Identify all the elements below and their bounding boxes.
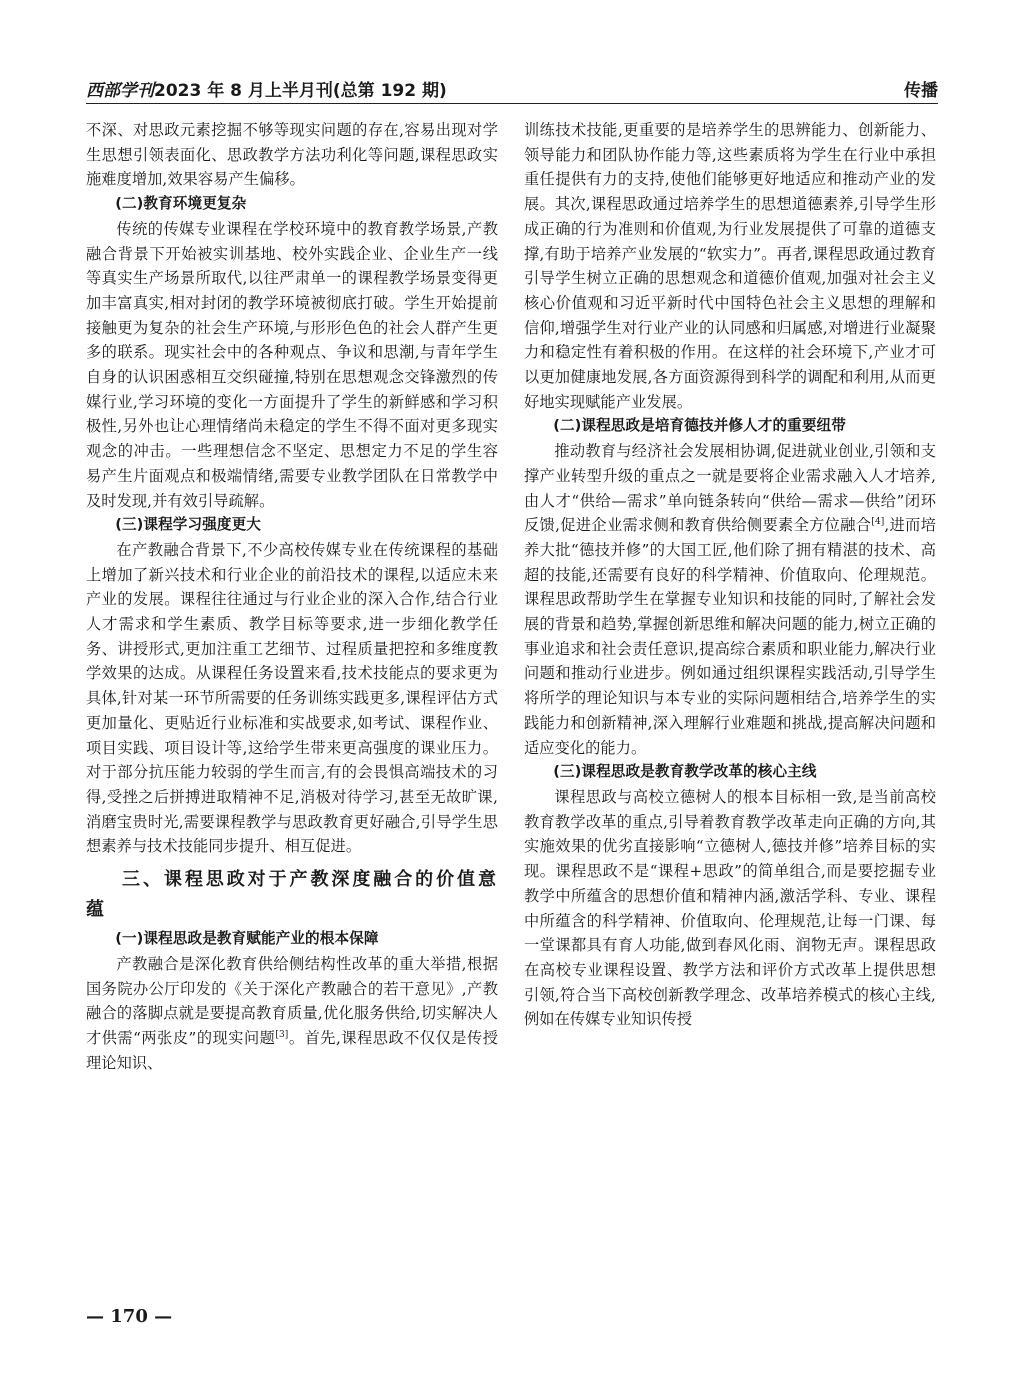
paragraph-text: 推动教育与经济社会发展相协调,促进就业创业,引领和支撑产业转型升级的重点之一就是要将企业需求融入人才培养,由人才“供给—需求”单向链条转向“供给—需求—供给”闭环反馈,促进企业需求侧和教育供给侧要素全方位融合 <box>524 442 936 535</box>
paragraph: 不深、对思政元素挖掘不够等现实问题的存在,容易出现对学生思想引领表面化、思政教学方法功利化等问题,课程思政实施难度增加,效果容易产生偏移。 <box>86 121 498 189</box>
section-tag: 传播 <box>904 81 938 101</box>
paragraph-text: 产教融合是深化教育供给侧结构性改革的重大举措,根据国务院办公厅印发的《关于深化产教融合的若干意见》,产教融合的落脚点就是要提高教育质量,优化服务供给,切实解决人才供需“两张皮”的现实问题 <box>86 954 498 1047</box>
section-heading: 三、课程思政对于产教深度融合的价值意蕴 <box>86 869 498 921</box>
subheading: (一)课程思政是教育赋能产业的根本保障 <box>115 930 379 948</box>
citation: [3] <box>275 1029 289 1040</box>
journal-title <box>86 76 447 101</box>
paragraph-text: ,进而培养大批“德技并修”的大国工匠,他们除了拥有精湛的技术、高超的技能,还需要有良好的科学精神、价值取向、伦理规范。课程思政帮助学生在掌握专业知识和技能的同时,了解社会发展的背景和趋势,掌握创新思维和解决问题的能力,树立正确的事业追求和社会责任意识,提高综合素质和职业能力,解决行业问题和推动行业进步。例如通过组织课程实践活动,引导学生将所学的理论知识与本专业的实际问题相结合,培养学生的实践能力和创新精神,深入理解行业难题和挑战,提高解决问题和适应变化的能力。 <box>524 516 936 757</box>
subheading: (二)课程思政是培育德技并修人才的重要纽带 <box>553 417 846 435</box>
journal-logo: 西部学刊 <box>86 81 154 101</box>
page-number: — 170 — <box>86 1306 173 1327</box>
paragraph <box>524 439 936 760</box>
running-header <box>86 70 938 110</box>
subheading: (二)教育环境更复杂 <box>115 195 247 213</box>
paragraph-text: 。首先,课程思政不仅仅是传授理论知识、 <box>86 1028 498 1072</box>
paragraph <box>86 952 498 1076</box>
subheading: (三)课程思政是教育教学改革的核心主线 <box>553 763 817 781</box>
paragraph: 课程思政与高校立德树人的根本目标相一致,是当前高校教育教学改革的重点,引导着教育教学改革走向正确的方向,其实施效果的优劣直接影响“立德树人,德技并修”培养目标的实现。课程思政不是“课程+思政”的简单组合,而是要挖掘专业教学中所蕴含的思想价值和精神内涵,激活学科、专业、课程中所蕴含的科学精神、价值取向、伦理规范,让每一门课、每一堂课都具有育人功能,做到春风化雨、润物无声。课程思政在高校专业课程设置、教学方法和评价方式改革上提供思想引领,符合当下高校创新教学理念、改革培养模式的核心主线,例如在传媒专业知识传授 <box>524 787 936 1029</box>
issue-info: 2023 年 8 月上半月刊(总第 192 期) <box>154 81 447 101</box>
citation: [4] <box>871 517 885 528</box>
paragraph: 传统的传媒专业课程在学校环境中的教育教学场景,产教融合背景下开始被实训基地、校外实践企业、企业生产一线等真实生产场景所取代,以往严肃单一的课程教学场景变得更加丰富真实,相对封闭的教学环境被彻底打破。学生开始提前接触更为复杂的社会生产环境,与形形色色的社会人群产生更多的联系。现实社会中的各种观点、争议和思潮,与青年学生自身的认识困惑相互交织碰撞,特别在思想观念交锋激烈的传媒行业,学习环境的变化一方面提升了学生的新鲜感和学习积极性,另外也让心理情绪尚未稳定的学生不得不面对更多现实观念的冲击。一些理想信念不坚定、思想定力不足的学生容易产生片面观点和极端情绪,需要专业教学团队在日常教学中及时发现,并有效引导疏解。 <box>86 219 498 510</box>
paragraph: 训练技术技能,更重要的是培养学生的思辨能力、创新能力、领导能力和团队协作能力等,这些素质将为学生在行业中承担重任提供有力的支持,使他们能够更好地适应和推动产业的发展。其次,课程思政通过培养学生的思想道德素养,引导学生形成正确的行为准则和价值观,为行业发展提供了可靠的道德支撑,有助于培养产业发展的“软实力”。再者,课程思政通过教育引导学生树立正确的思想观念和道德价值观,加强对社会主义核心价值观和习近平新时代中国特色社会主义思想的理解和信仰,增强学生对行业产业的认同感和归属感,对增进行业凝聚力和稳定性有着积极的作用。在这样的社会环境下,产业才可以更加健康地发展,各方面资源得到科学的调配和利用,从而更好地实现赋能产业发展。 <box>524 121 936 411</box>
paragraph: 在产教融合背景下,不少高校传媒专业在传统课程的基础上增加了新兴技术和行业企业的前沿技术的课程,以适应未来产业的发展。课程往往通过与行业企业的深入合作,结合行业人才需求和学生素质、教学目标等要求,进一步细化教学任务、讲授形式,更加注重工艺细节、过程质量把控和多维度教学效果的达成。从课程任务设置来看,技术技能点的要求更为具体,针对某一环节所需要的任务训练实践更多,课程评估方式更加量化、更贴近行业标准和实战要求,如考试、课程作业、项目实践、项目设计等,这给学生带来更高强度的课业压力。对于部分抗压能力较弱的学生而言,有的会畏惧高端技术的习得,受挫之后拼搏进取精神不足,消极对待学习,甚至无故旷课,消磨宝贵时光,需要课程教学与思政教育更好融合,引导学生思想素养与技术技能同步提升、相互促进。 <box>86 540 498 856</box>
subheading: (三)课程学习强度更大 <box>115 516 261 534</box>
left-column <box>86 118 498 1075</box>
right-column <box>524 118 936 1032</box>
header-rule <box>86 103 938 104</box>
